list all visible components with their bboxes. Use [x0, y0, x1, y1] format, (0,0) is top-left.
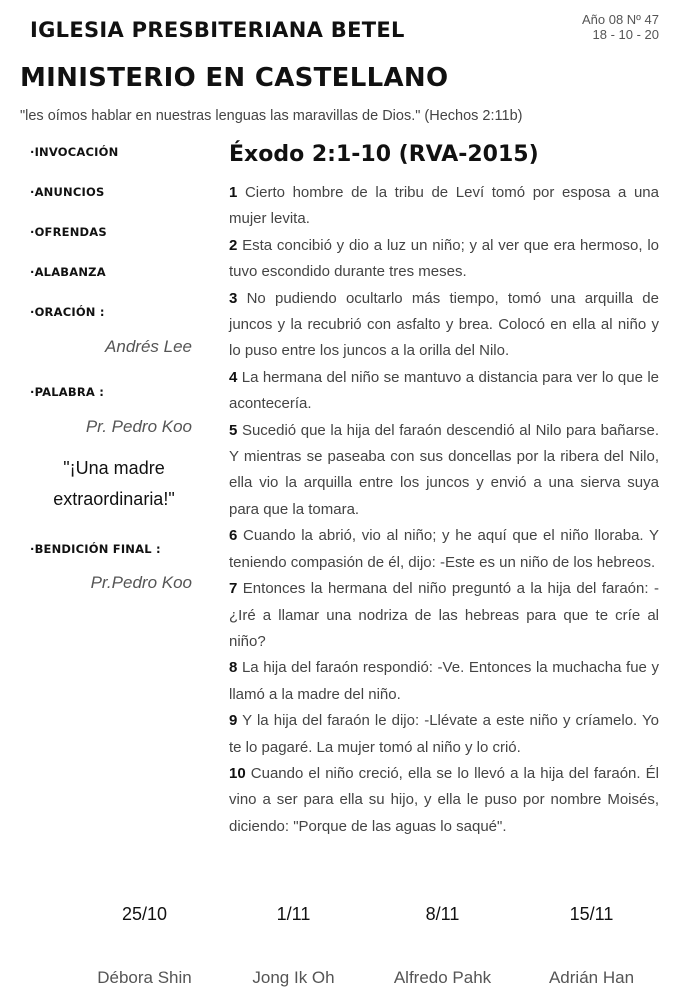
praise-label: ·ALABANZA — [30, 265, 106, 279]
verse — [229, 708, 659, 761]
verse-text: No pudiendo ocultarlo más tiempo, tomó una arquilla de juncos y la recubrió con asfalto y brea. Colocó en ella al niño y lo puso entre los juncos a la orilla del Nilo. — [229, 289, 659, 360]
schedule-name: Débora Shin — [97, 968, 192, 987]
verse-number: 5 — [229, 421, 238, 439]
schedule-date: 25/10 — [121, 904, 168, 924]
sermon-title-line-1: "¡Una madre — [63, 458, 165, 478]
verse-text: Sucedió que la hija del faraón descendió al Nilo para bañarse. Y mientras se paseaba con sus doncellas por la ribera del Nilo, ella vio la arquilla entre los juncos y envió a una sierva suya para que la tomara. — [229, 421, 659, 518]
schedule-names — [70, 968, 670, 988]
prayer-person: Andrés Lee — [105, 337, 192, 356]
benediction-person: Pr.Pedro Koo — [90, 573, 192, 592]
verse — [229, 365, 659, 418]
prayer-label: ·ORACIÓN : — [30, 305, 105, 319]
schedule-name: Alfredo Pahk — [393, 968, 492, 987]
verse-text: Y la hija del faraón le dijo: -Llévate a este niño y críamelo. Yo te lo pagaré. La mujer tomó al niño y lo crió. — [229, 712, 659, 756]
verse-text: Cierto hombre de la tribu de Leví tomó por esposa a una mujer levita. — [229, 184, 659, 228]
word-label: ·PALABRA : — [30, 385, 104, 399]
verse-text: Cuando la abrió, vio al niño; y he aquí que el niño lloraba. Y teniendo compasión de él, dijo: -Este es un niño de los hebreos. — [229, 527, 659, 571]
verse-number: 2 — [229, 236, 238, 254]
verse-text: La hija del faraón respondió: -Ve. Entonces la muchacha fue y llamó a la madre del niño. — [229, 659, 659, 703]
benediction-label: ·BENDICIÓN FINAL : — [30, 542, 161, 556]
sermon-title-line-2: extraordinaria!" — [53, 489, 175, 509]
schedule-dates — [70, 904, 670, 925]
verse-text: La hermana del niño se mantuvo a distancia para ver lo que le acontecería. — [229, 368, 659, 413]
ministry-title: MINISTERIO EN CASTELLANO — [20, 63, 449, 93]
invocation-label: ·INVOCACIÓN — [30, 145, 119, 159]
church-name: IGLESIA PRESBITERIANA BETEL — [30, 18, 405, 42]
verse — [229, 180, 659, 233]
verse — [229, 761, 659, 840]
verse-number: 3 — [229, 289, 238, 307]
verse — [229, 655, 659, 708]
passage-text — [229, 180, 659, 840]
verse — [229, 418, 659, 524]
verse-text: Entonces la hermana del niño preguntó a la hija del faraón: -¿Iré a llamar una nodriza de las hebreas para que te críe al niño? — [229, 580, 659, 650]
schedule-date: 1/11 — [276, 904, 311, 924]
verse-number: 6 — [229, 527, 238, 545]
issue-date: 18 - 10 - 20 — [592, 27, 659, 42]
schedule-date: 8/11 — [425, 904, 460, 924]
preacher-name: Pr. Pedro Koo — [85, 417, 192, 436]
verse-number: 9 — [229, 712, 238, 730]
issue-number: Año 08 Nº 47 — [581, 12, 659, 27]
offerings-label: ·OFRENDAS — [30, 225, 107, 239]
schedule-name: Adrián Han — [548, 968, 635, 987]
schedule-date: 15/11 — [569, 904, 614, 924]
verse-number: 10 — [229, 764, 246, 782]
verse — [229, 576, 659, 655]
verse-text: Esta concibió y dio a luz un niño; y al ver que era hermoso, lo tuvo escondido durante tres meses. — [229, 236, 659, 281]
issue-info — [582, 12, 659, 42]
sermon-title — [30, 453, 198, 515]
verse — [229, 233, 659, 286]
verse — [229, 523, 659, 576]
verse-text: Cuando el niño creció, ella se lo llevó a la hija del faraón. Él vino a ser para ella su hijo, y ella le puso por nombre Moisés, diciendo: "Porque de las aguas lo saqué". — [229, 764, 659, 835]
scripture-quote: "les oímos hablar en nuestras lenguas las maravillas de Dios." (Hechos 2:11b) — [20, 108, 523, 124]
verse — [229, 286, 659, 365]
verse-number: 1 — [229, 184, 238, 201]
passage-title: Éxodo 2:1-10 (RVA-2015) — [229, 142, 539, 167]
schedule-name: Jong Ik Oh — [252, 968, 335, 987]
verse-number: 7 — [229, 580, 238, 598]
announcements-label: ·ANUNCIOS — [30, 185, 105, 199]
verse-number: 8 — [229, 659, 238, 677]
verse-number: 4 — [229, 368, 238, 386]
